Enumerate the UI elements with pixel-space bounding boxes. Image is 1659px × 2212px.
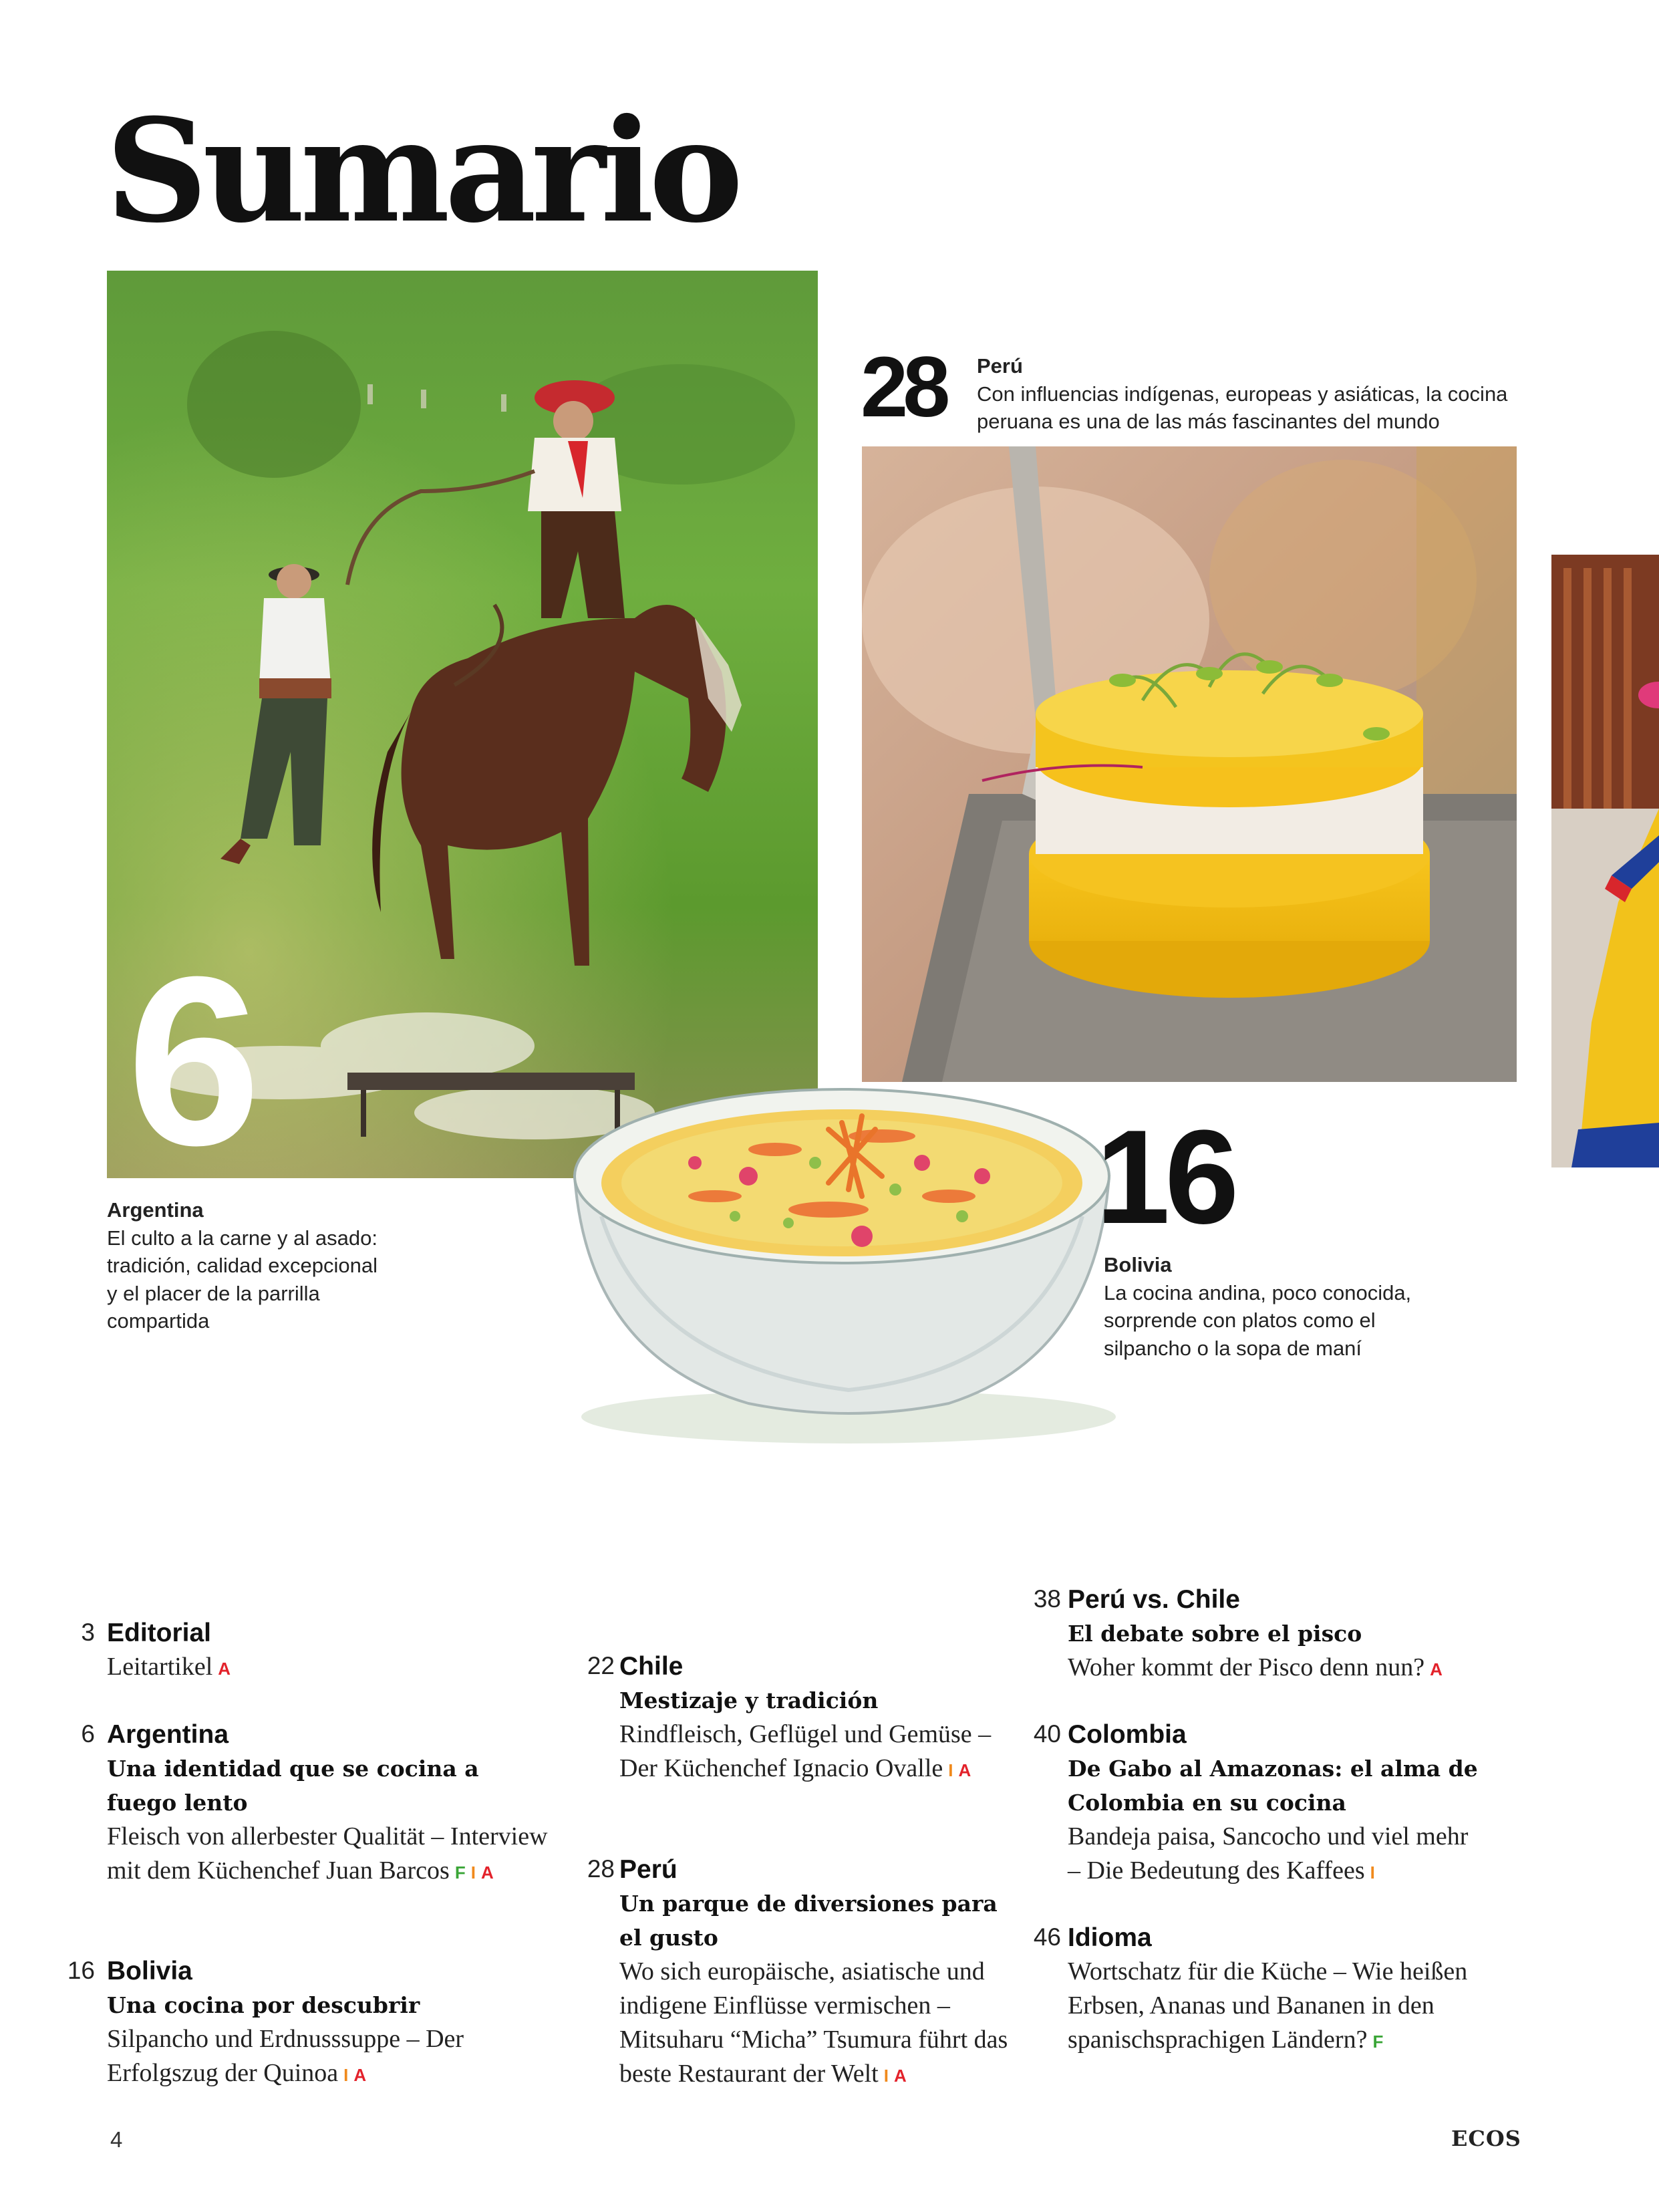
bolivian-peanut-soup-illustration	[548, 1043, 1149, 1457]
colombia-dancer-photo	[1551, 555, 1659, 1167]
toc-description: Rindfleisch, Geflügel und Gemüse – Der Küchenchef Ignacio Ovalle I A	[619, 1720, 992, 1782]
toc-page-number: 40	[1033, 1720, 1061, 1748]
feature-caption-bolivia	[1104, 1251, 1451, 1362]
peru-causa-dish-photo	[862, 446, 1517, 1082]
toc-description: Leitartikel A	[107, 1653, 231, 1681]
caption-title: Perú	[977, 354, 1023, 378]
feature-number-argentina: 6	[127, 927, 256, 1196]
toc-page-number: 46	[1033, 1923, 1061, 1951]
toc-description: Wortschatz für die Küche – Wie heißen Erbsen, Ananas und Bananen in den spanischsprachigen Ländern? F	[1068, 1957, 1468, 2054]
feature-caption-argentina	[107, 1196, 388, 1335]
level-tag-a: A	[218, 1659, 231, 1679]
toc-section: Perú	[619, 1855, 677, 1884]
feature-number-bolivia: 16	[1096, 1103, 1234, 1252]
toc-section: Idioma	[1068, 1923, 1152, 1952]
toc-headline: Un parque de diversiones para el gusto	[619, 1891, 998, 1951]
toc-headline: El debate sobre el pisco	[1068, 1621, 1362, 1647]
level-tag-i: I	[343, 2065, 349, 2085]
toc-section: Editorial	[107, 1619, 212, 1647]
level-tag-i: I	[1370, 1862, 1375, 1883]
toc-section: Colombia	[1068, 1720, 1187, 1749]
toc-entry[interactable]	[1068, 1717, 1482, 1890]
caption-text: La cocina andina, poco conocida, sorprende con platos como el silpancho o la sopa de maní	[1104, 1280, 1412, 1360]
caption-title: Bolivia	[1104, 1253, 1172, 1276]
level-tag-i: I	[948, 1760, 953, 1780]
level-tag-f: F	[1372, 2032, 1384, 2052]
toc-page-number: 22	[587, 1652, 615, 1679]
feature-caption-peru	[977, 352, 1531, 436]
page-number: 4	[110, 2127, 123, 2152]
magazine-brand: ECOS	[1451, 2126, 1521, 2151]
page-title: Sumario	[106, 88, 738, 254]
toc-headline: Una cocina por descubrir	[107, 1992, 420, 2018]
level-tag-i: I	[883, 2066, 889, 2086]
toc-page-number: 16	[67, 1957, 95, 1984]
toc-entry[interactable]	[619, 1649, 1014, 1788]
level-tag-a: A	[958, 1760, 971, 1780]
toc-section: Chile	[619, 1652, 684, 1681]
toc-entry[interactable]	[107, 1954, 548, 2092]
level-tag-f: F	[454, 1862, 466, 1883]
level-tag-i: I	[470, 1862, 476, 1883]
toc-entry[interactable]	[1068, 1582, 1482, 1687]
toc-section: Argentina	[107, 1720, 229, 1749]
toc-page-number: 38	[1033, 1585, 1061, 1613]
toc-headline: Una identidad que se cocina a fuego lento	[107, 1756, 479, 1816]
toc-entry[interactable]	[107, 1616, 548, 1686]
toc-page-number: 28	[587, 1855, 615, 1883]
toc-entry[interactable]	[107, 1717, 548, 1890]
caption-title: Argentina	[107, 1198, 204, 1222]
toc-description: Bandeja paisa, Sancocho und viel mehr – Die Bedeutung des Kaffees I	[1068, 1822, 1469, 1885]
toc-headline: De Gabo al Amazonas: el alma de Colombia en su cocina	[1068, 1756, 1478, 1816]
toc-description: Woher kommt der Pisco denn nun? A	[1068, 1653, 1443, 1681]
toc-description: Fleisch von allerbester Qualität – Interview mit dem Küchenchef Juan Barcos F I A	[107, 1822, 548, 1885]
feature-number-peru: 28	[861, 339, 945, 435]
toc-description: Wo sich europäische, asiatische und indigene Einflüsse vermischen – Mitsuharu “Micha” Tsumura führt das beste Restaurant der Welt I A	[619, 1957, 1008, 2088]
level-tag-a: A	[1430, 1659, 1443, 1679]
toc-description: Silpancho und Erdnusssuppe – Der Erfolgszug der Quinoa I A	[107, 2025, 464, 2087]
caption-text: El culto a la carne y al asado: tradición, calidad excepcional y el placer de la parrilla compartida	[107, 1226, 378, 1333]
toc-headline: Mestizaje y tradición	[619, 1687, 879, 1713]
level-tag-a: A	[480, 1862, 494, 1883]
level-tag-a: A	[893, 2066, 907, 2086]
level-tag-a: A	[353, 2065, 367, 2085]
toc-entry[interactable]	[619, 1852, 1014, 2093]
toc-entry[interactable]	[1068, 1921, 1482, 2059]
toc-page-number: 6	[81, 1720, 95, 1748]
toc-page-number: 3	[81, 1619, 95, 1646]
toc-section: Bolivia	[107, 1957, 192, 1985]
caption-text: Con influencias indígenas, europeas y asiáticas, la cocina peruana es una de las más fascinantes del mundo	[977, 382, 1508, 433]
toc-section: Perú vs. Chile	[1068, 1585, 1240, 1614]
